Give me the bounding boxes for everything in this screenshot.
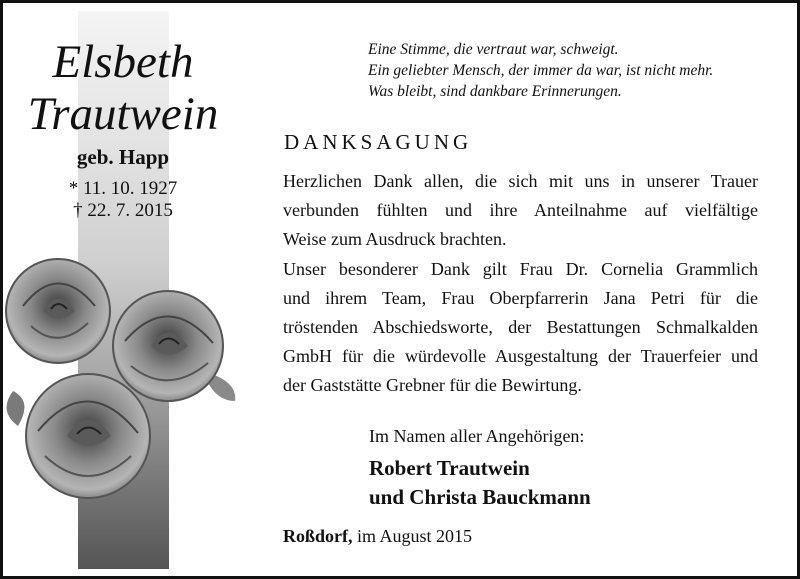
rose-right <box>113 291 223 401</box>
memorial-quote <box>368 39 778 102</box>
paragraph-line: tröstenden Abschiedsworte, der Bestattungen Schmalkalden <box>283 317 758 337</box>
thanks-paragraph-2 <box>283 255 758 400</box>
quote-line: Was bleibt, sind dankbare Erinnerungen. <box>368 83 622 100</box>
paragraph-line: Herzlichen Dank allen, die sich mit uns in unserer Trauer <box>283 171 758 191</box>
rose-top-left <box>6 259 110 363</box>
on-behalf-line: Im Namen aller Angehörigen: <box>369 426 585 446</box>
date-text: im August 2015 <box>352 526 473 546</box>
heading-danksagung: DANKSAGUNG <box>284 130 473 154</box>
quote-line: Ein geliebter Mensch, der immer da war, ist nicht mehr. <box>368 62 714 79</box>
quote-line: Eine Stimme, die vertraut war, schweigt. <box>368 41 619 58</box>
signer-name: Robert Trautwein <box>369 456 530 480</box>
thanks-paragraph-1 <box>283 167 758 254</box>
first-name: Elsbeth <box>52 36 194 88</box>
last-name: Trautwein <box>27 88 219 140</box>
maiden-name: geb. Happ <box>76 145 170 169</box>
paragraph-line: verbunden fühlten und ihre Anteilnahme auf vielfältige <box>283 200 758 220</box>
roses-illustration <box>3 251 243 551</box>
birth-date: * 11. 10. 1927 <box>68 178 178 199</box>
paragraph-line: Unser besonderer Dank gilt Frau Dr. Cornelia Grammlich <box>283 259 758 279</box>
place-date-line <box>283 526 472 547</box>
paragraph-line: Weise zum Ausdruck brachten. <box>283 229 507 249</box>
paragraph-line: und ihrem Team, Frau Oberpfarrerin Jana Petri für die <box>283 288 758 308</box>
rose-bottom <box>26 374 150 498</box>
paragraph-line: der Gaststätte Grebner für die Bewirtung. <box>283 375 582 395</box>
place-name: Roßdorf, <box>283 526 353 546</box>
paragraph-line: GmbH für die würdevolle Ausgestaltung der Trauerfeier und <box>283 346 758 366</box>
signer-name: und Christa Bauckmann <box>369 485 591 509</box>
death-date: † 22. 7. 2015 <box>73 200 173 221</box>
